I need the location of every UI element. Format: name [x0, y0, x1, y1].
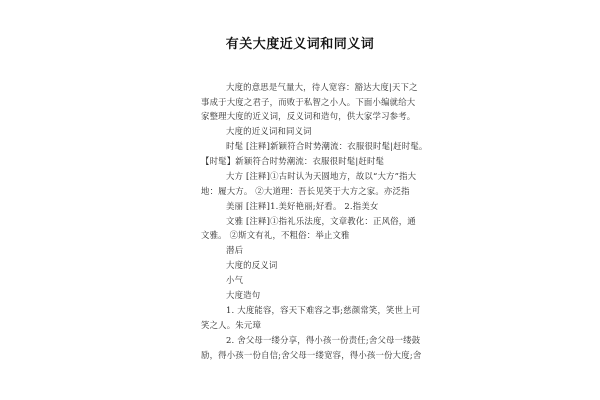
- paragraph-line: 事成于大度之君子，而败于私智之小人。下面小编就给大: [201, 97, 416, 107]
- paragraph-line: 小气: [226, 275, 244, 285]
- paragraph-line: 时髦 [注释]新颖符合时势潮流：衣服很时髦|赶时髦。: [226, 141, 428, 151]
- paragraph-line: 家整理大度的近义词，反义词和造句，供大家学习参考。: [201, 111, 416, 121]
- section-heading: 大度的近义词和同义词: [226, 126, 312, 136]
- section-heading: 大度造句: [226, 290, 261, 300]
- paragraph-line: 地：履大方。 ②大道理：吾长见笑于大方之家。亦泛指: [201, 186, 410, 196]
- paragraph-line: 1. 大度能容，容天下难容之事;慈颜常笑，笑世上可: [226, 305, 421, 315]
- paragraph-line: 大方 [注释]①古时认为天圆地方，故以“大方”指大: [226, 171, 417, 181]
- paragraph-line: 美丽 [注释]1.美好艳丽;好看。 2.指美女: [226, 201, 379, 211]
- paragraph-line: 潜后: [226, 245, 244, 255]
- section-heading: 大度的反义词: [226, 260, 278, 270]
- paragraph-line: 文雅。 ②斯文有礼，不粗俗：举止文雅: [201, 230, 350, 240]
- paragraph-line: 笑之人。朱元璋: [201, 320, 262, 330]
- paragraph-line: 文雅 [注释]①指礼乐法度，文章教化：正风俗，通: [226, 216, 416, 226]
- paragraph-line: 大度的意思是气量大，待人宽容：豁达大度|天下之: [226, 82, 418, 92]
- document-title: 有关大度近义词和同义词: [225, 37, 375, 52]
- paragraph-line: 【时髦】新颖符合时势潮流：衣服很时髦|赶时髦: [201, 156, 385, 166]
- paragraph-line: 励，得小孩一份自信;舍父母一缕宽容，得小孩一份大度;舍: [201, 350, 422, 360]
- paragraph-line: 2. 舍父母一缕分享，得小孩一份责任;舍父母一缕鼓: [226, 335, 421, 345]
